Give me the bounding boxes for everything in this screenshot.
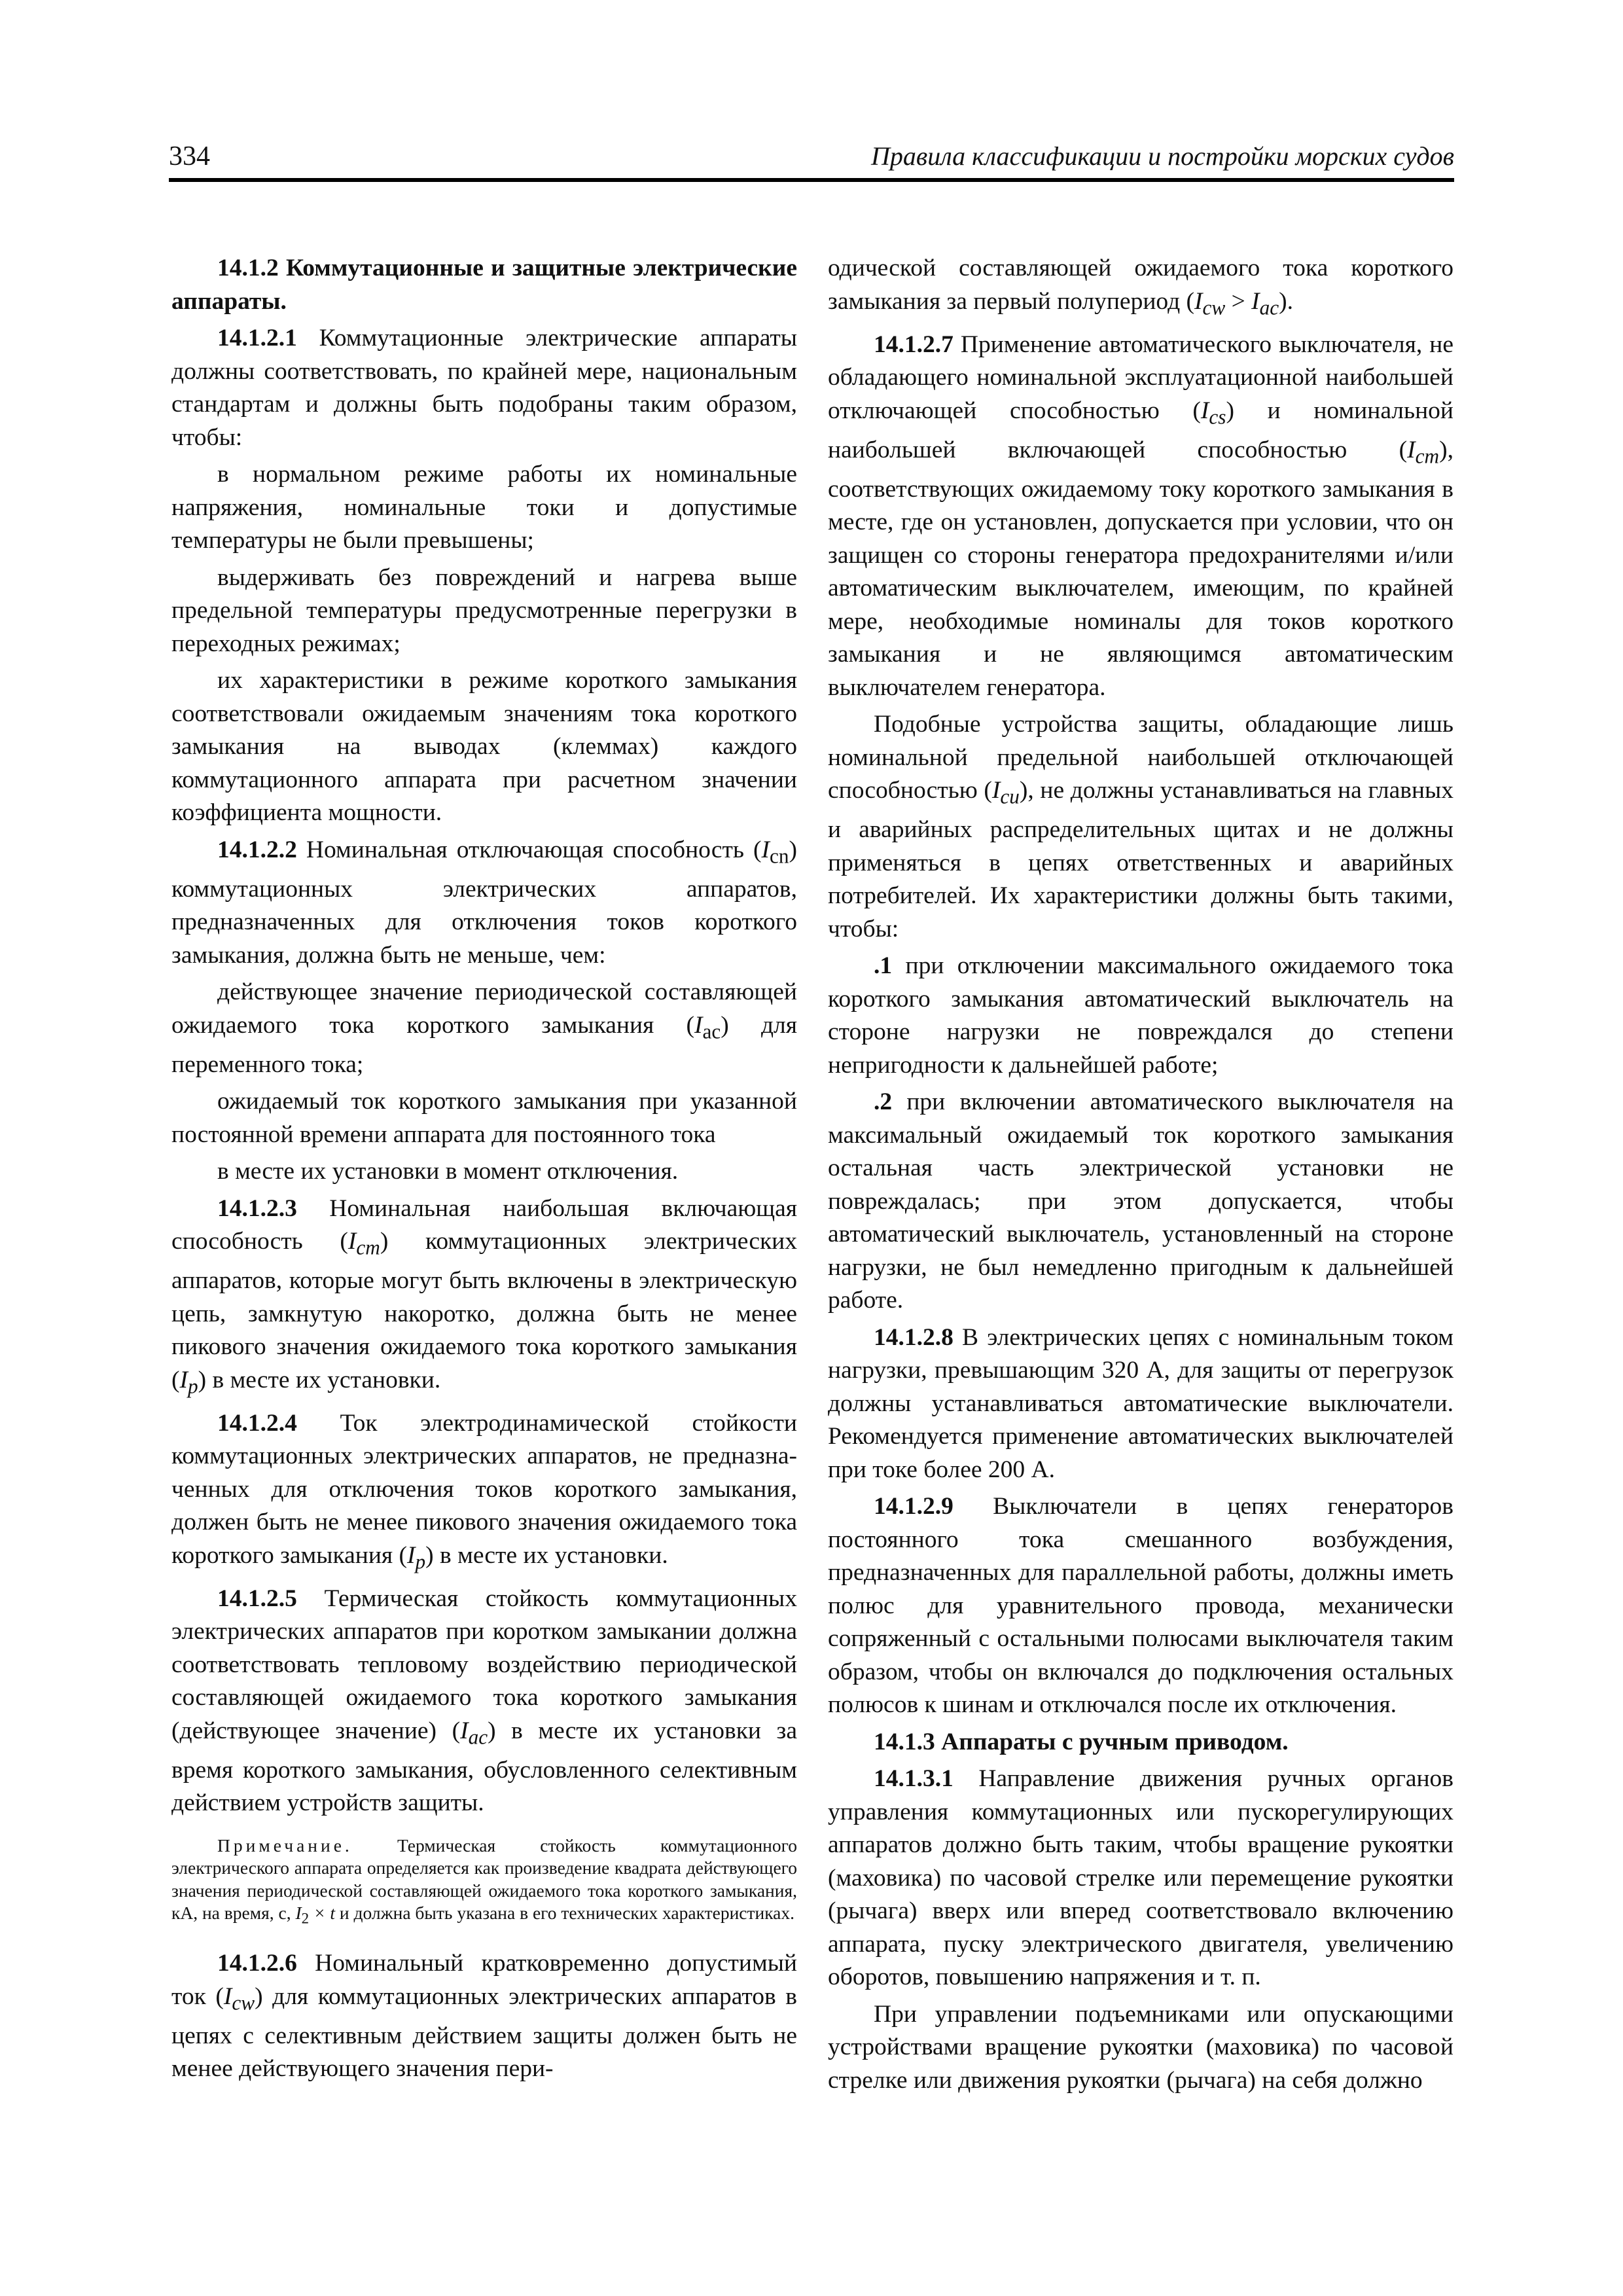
paragraph-text: Ток электродинамической стойкости коммутационных электрических аппаратов, не предназна-ченных для отключения токов короткого замыкания, должен быть не менее пикового значения ожидаемого тока короткого замыкания ( [171, 1409, 797, 1569]
symbol: I [223, 1982, 232, 2010]
paragraph-14-1-2-6 [171, 1947, 797, 2086]
paragraph-text: Номинальная наибольшая включающая способность ( [171, 1194, 797, 1255]
clause-number: 14.1.2.5 [217, 1585, 297, 1612]
paragraph-text: Номинальный кратковременно допустимый ток ( [171, 1950, 797, 2010]
paragraph-14-1-2-4 [171, 1407, 797, 1579]
paragraph-text: ), соответствующих ожидаемому току короткого замыкания в месте, где он установлен, допускается при условии, что он защищен со стороны генератора предохранителями и/или автоматическим выключателем, имеющим, по крайней мере, необходимые номиналы для токов короткого замыкания и не являющимся автоматическим выключателем генератора. [828, 436, 1454, 701]
clause-number: 14.1.3.1 [874, 1765, 954, 1792]
formula-symbol: I [295, 1903, 302, 1923]
list-item [171, 976, 797, 1081]
paragraph-text: ) коммутационных электрических аппаратов, предназначенных для отключения токов короткого замыкания, должна быть не меньше, чем: [171, 836, 797, 969]
list-item-2 [828, 1086, 1454, 1318]
paragraph-text: ) коммутационных электрических аппаратов, которые могут быть включены в электрическую цепь, замкнутую накоротко, должна быть не менее пикового значения ожидаемого тока короткого замыкания ( [171, 1228, 797, 1393]
item-text: при отключении максимального ожидаемого тока короткого замыкания автоматический выключатель на стороне нагрузки не повреждался до степени непригодности к дальнейшей работе; [828, 952, 1454, 1079]
symbol: I [460, 1717, 469, 1744]
paragraph-14-1-2-2 [171, 834, 797, 973]
paragraph-text: Коммутационные электрические аппараты должны соответствовать, по крайней мере, национальным стандартам и должны быть подобраны таким образом, чтобы: [171, 325, 797, 451]
symbol: I [1407, 436, 1416, 463]
paragraph-text: Термическая стойкость коммутационных электрических аппаратов при коротком замыкании должна соответствовать тепловому воздействию периодической составляющей ожидаемого тока короткого замыкания (действующее значение) ( [171, 1585, 797, 1744]
paragraph-14-1-2-1 [171, 322, 797, 454]
paragraph-14-1-2-3 [171, 1193, 797, 1403]
running-title: Правила классификации и постройки морских судов [870, 141, 1454, 171]
paragraph-text: Номинальная отключающая способность ( [296, 836, 762, 863]
symbol: I [348, 1228, 357, 1255]
paragraph-text: Применение автоматического выключателя, не обладающего номинальной эксплуатационной наибольшей отключающей способностью ( [828, 331, 1454, 424]
paragraph-text: Подобные устройства защиты, обладающие лишь номинальной предельной наибольшей отключающей способностью ( [828, 711, 1454, 804]
paragraph-text: ) и номинальной наибольшей включающей способностью ( [828, 397, 1454, 463]
symbol-subscript: cw [1202, 296, 1226, 319]
symbol-subscript: ac [1259, 296, 1279, 319]
note [171, 1835, 797, 1931]
list-item: в нормальном режиме работы их номинальные напряжения, номинальные токи и допустимые температуры не были превышены; [171, 461, 797, 554]
paragraph-text: Выключатели в цепях генераторов постоянного тока смешанного возбуждения, предназначенных для параллельной работы, должны иметь полюс для уравнительного провода, механически сопряженный с остальными полюсами выключателя таким образом, чтобы он включался до подключения остальных полюсов к шинам и отключался после их отключения. [828, 1493, 1454, 1718]
formula-rest: × t [309, 1903, 336, 1923]
clause-number: 14.1.2.3 [217, 1194, 297, 1222]
list-item: в месте их установки в момент отключения. [217, 1158, 679, 1185]
clause-number: 14.1.2.6 [217, 1950, 297, 1977]
symbol-subscript: p [188, 1374, 198, 1397]
symbol: I [1194, 287, 1203, 315]
symbol: I [407, 1541, 416, 1569]
section-heading-14-1-2: 14.1.2 Коммутационные и защитные электрические аппараты. [171, 255, 797, 315]
paragraph-text: ) для коммутационных электрических аппаратов в цепях с селективным действием защиты должен быть не менее действующего значения пери- [171, 1982, 797, 2082]
clause-number: 14.1.2.9 [874, 1493, 954, 1520]
clause-number: 14.1.2.8 [874, 1323, 954, 1351]
section-heading-14-1-3: 14.1.3 Аппараты с ручным приводом. [874, 1728, 1289, 1755]
paragraph-continuation [828, 252, 1454, 325]
paragraph-text: ) в месте их установки. [198, 1366, 441, 1393]
symbol-subscript: cm [1415, 444, 1440, 467]
paragraph-text: одической составляющей ожидаемого тока короткого замыкания за первый полупериод ( [828, 255, 1454, 315]
symbol-subscript: cu [1000, 785, 1020, 808]
paragraph-protection-devices [828, 708, 1454, 946]
paragraph-14-1-2-9 [828, 1490, 1454, 1722]
list-item-text: действующее значение периодической составляющей ожидаемого тока короткого замыкания ( [171, 978, 797, 1039]
paragraph-14-1-2-7 [828, 329, 1454, 705]
symbol: I [1251, 287, 1260, 315]
list-item: их характеристики в режиме короткого замыкания соответствовали ожидаемым значениям тока короткого замыкания на выводах (клеммах) каждого коммутационного аппарата при расчетном значении коэффициента мощности. [171, 667, 797, 826]
symbol-subscript: cm [356, 1236, 380, 1259]
list-item-text: ) для переменного тока; [171, 1011, 797, 1078]
symbol: I [694, 1011, 703, 1039]
symbol-subscript: ac [702, 1020, 721, 1043]
page-header [169, 137, 1454, 182]
symbol: I [179, 1366, 188, 1393]
item-number: .2 [874, 1088, 893, 1115]
note-text: и должна быть указана в его технических характеристиках. [335, 1903, 794, 1923]
clause-number: 14.1.2.7 [874, 331, 954, 358]
paragraph-text: ) в месте их установки за время короткого замыкания, обусловленного селективным действием устройств защиты. [171, 1717, 798, 1816]
clause-number: 14.1.2.1 [217, 325, 297, 351]
symbol: I [761, 836, 770, 863]
clause-number: 14.1.2.4 [217, 1409, 297, 1437]
symbol-subscript: cs [1209, 405, 1226, 428]
page-number: 334 [169, 141, 210, 171]
list-item-1 [828, 950, 1454, 1082]
formula-subscript: 2 [301, 1910, 310, 1927]
symbol-subscript: p [415, 1550, 426, 1573]
clause-number: 14.1.2.2 [217, 836, 297, 863]
symbol-subscript: ac [468, 1725, 488, 1748]
paragraph-14-1-2-8 [828, 1321, 1454, 1487]
symbol-subscript: cn [770, 844, 789, 867]
paragraph-14-1-2-5 [171, 1583, 797, 1820]
list-item: выдерживать без повреждений и нагрева выше предельной температуры предусмотренные перегрузки в переходных режимах; [171, 564, 797, 657]
paragraph-14-1-3-1 [828, 1763, 1454, 1994]
paragraph-lifting-devices: При управлении подъемниками или опускающими устройствами вращение рукоятки (маховика) по часовой стрелке или движения рукоятки (рычага) на себя должно [828, 2000, 1454, 2094]
paragraph-text: ), не должны устанавливаться на главных и аварийных распределительных щитах и не должны применяться в цепях ответственных и аварийных потребителей. Их характеристики должны быть такими, чтобы: [828, 777, 1454, 942]
paragraph-text: В электрических цепях с номинальным током нагрузки, превышающим 320 А, для защиты от перегрузок должны устанавливаться автоматические выключатели. Рекомендуется применение автоматических выключателей при токе более 200 А. [828, 1323, 1454, 1483]
symbol: I [1200, 397, 1209, 424]
paragraph-text: Направление движения ручных органов управления коммутационных или пускорегулирующих аппаратов должно быть таким, чтобы вращение рукоятки (маховика) по часовой стрелке или перемещение рукоятки (рычага) вверх или вперед соответствовало включению аппарата, пуску электрического двигателя, увеличению оборотов, повышению напряжения и т. п. [828, 1765, 1454, 1990]
item-number: .1 [874, 952, 893, 979]
comparison-sign: > [1225, 287, 1252, 315]
left-column [171, 252, 797, 2090]
paragraph-text: ). [1279, 287, 1294, 315]
item-text: при включении автоматического выключателя на максимальный ожидаемый ток короткого замыкания остальная часть электрической установки не повреждалась; при этом допускается, чтобы автоматический выключатель, установленный на стороне нагрузки, не был немедленно пригодным к дальнейшей работе. [828, 1088, 1454, 1314]
right-column [828, 252, 1454, 2101]
symbol: I [991, 777, 1001, 804]
note-label: Примечание. [217, 1835, 353, 1856]
note-text: Термическая стойкость коммутационного электрического аппарата определяется как произведение квадрата действующего значения периодической составляющей ожидаемого тока короткого замыкания, кА, на время, с, [171, 1835, 797, 1923]
symbol-subscript: cw [232, 1991, 255, 2014]
list-item: ожидаемый ток короткого замыкания при указанной постоянной времени аппарата для постоянного тока [171, 1088, 797, 1148]
paragraph-text: ) в месте их установки. [425, 1541, 668, 1569]
